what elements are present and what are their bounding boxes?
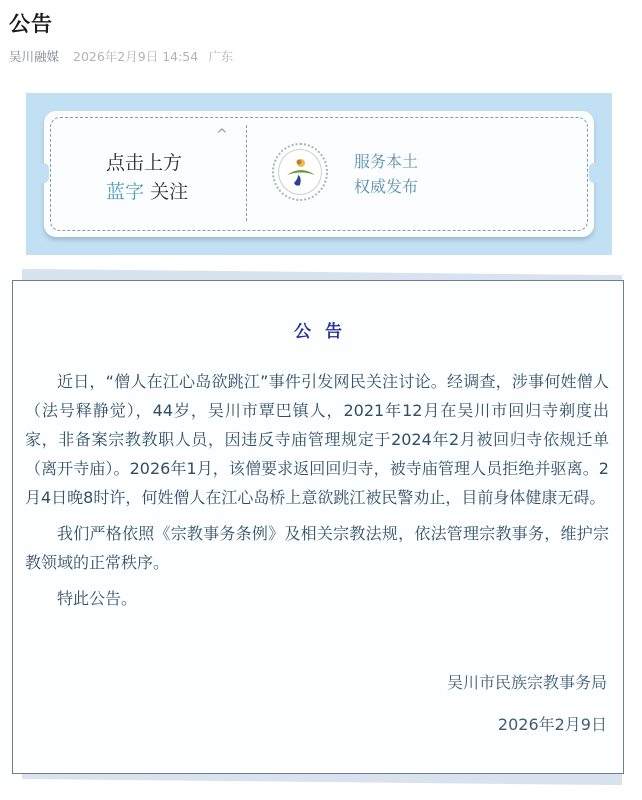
notice-heading: 公告 (294, 322, 356, 342)
notice-paragraph: 我们严格依照《宗教事务条例》及相关宗教法规，依法管理宗教事务，维护宗教领域的正常秩序。 (25, 524, 609, 572)
slogan-line2: 权威发布 (354, 177, 419, 196)
slogan-line1: 服务本土 (354, 152, 419, 171)
article-source-link[interactable]: 吴川融媒 (9, 49, 60, 64)
article-meta (9, 47, 233, 65)
follow-prompt (106, 149, 188, 207)
notice-date: 2026年2月9日 (497, 715, 607, 734)
follow-ticket-card (44, 111, 594, 237)
follow-rest-text: 关注 (150, 181, 189, 203)
follow-banner (26, 93, 612, 255)
ticket-notch-left (39, 163, 49, 183)
notice-paragraph: 近日，“僧人在江心岛欲跳江”事件引发网民关注讨论。经调查，涉事何姓僧人（法号释静觉），44岁，吴川市覃巴镇人，2021年12月在吴川市回归寺剃度出家，非备案宗教教职人员，因违反寺庙管理规定于2024年2月被回归寺依规迁单（离开寺庙）。2026年1月，该僧要求返回回归寺，被寺庙管理人员拒绝并驱离。2月4日晚8时许，何姓僧人在江心岛桥上意欲跳江被民警劝止，目前身体健康无碍。 (25, 372, 609, 507)
notice-signature-block (447, 673, 607, 735)
notice-paragraph: 特此公告。 (57, 589, 138, 608)
follow-blue-text: 蓝字 (106, 181, 145, 203)
article-title: 公告 (9, 12, 53, 36)
media-logo-icon (272, 143, 328, 201)
notice-signature: 吴川市民族宗教事务局 (446, 673, 607, 692)
notice-card (12, 280, 624, 774)
slogan (354, 149, 418, 199)
article-datetime: 2026年2月9日 14:54 (73, 49, 199, 64)
caret-up-icon: ^ (216, 127, 228, 143)
follow-line1: 点击上方 (106, 152, 183, 174)
ticket-notch-right (589, 163, 599, 183)
dashed-divider (246, 125, 247, 221)
logo-emblem-icon (284, 157, 318, 189)
notice-body (25, 367, 609, 620)
article-location: 广东 (208, 49, 234, 64)
